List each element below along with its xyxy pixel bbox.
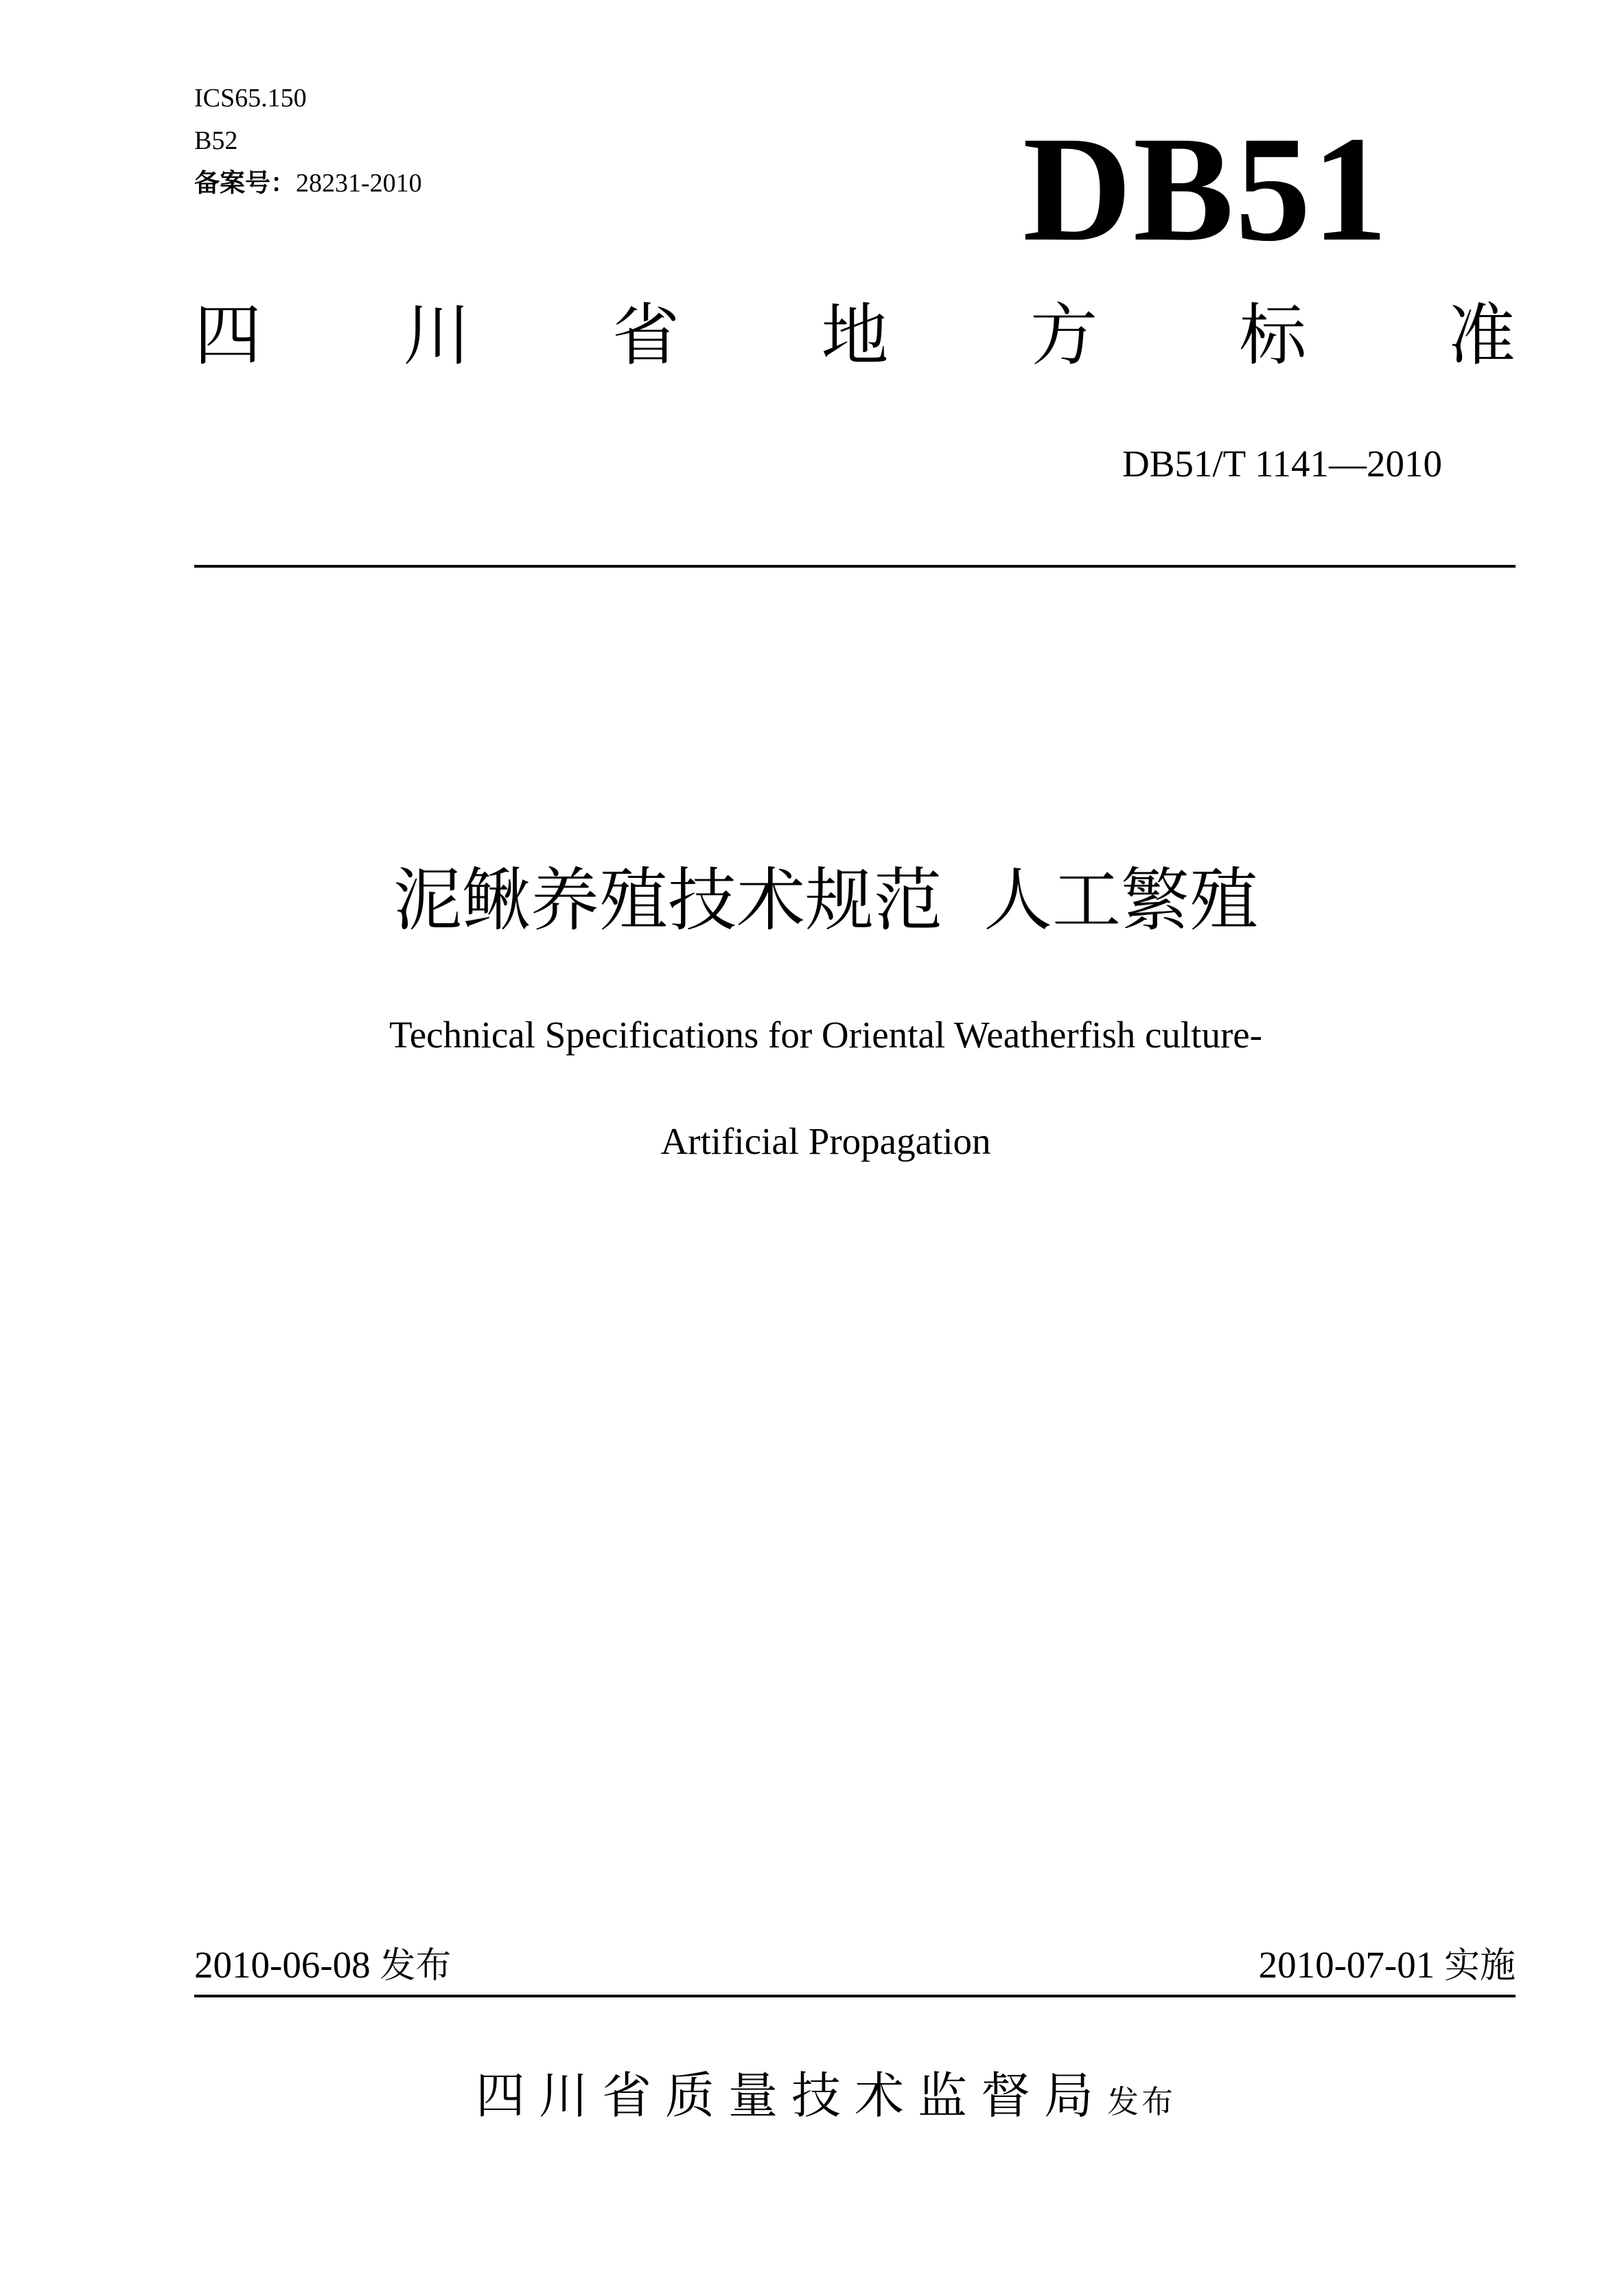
chinese-title xyxy=(0,860,1624,940)
issue-date-value: 2010-06-08 xyxy=(194,1944,371,1986)
standard-type-char: 方 xyxy=(1030,297,1098,375)
english-title-line-2: Artificial Propagation xyxy=(660,1120,991,1162)
english-title-line-1: Technical Specifications for Oriental Weatherfish culture- xyxy=(389,1014,1262,1056)
ccs-code: B52 xyxy=(194,126,238,155)
implementation-date-label: 实施 xyxy=(1443,1945,1516,1986)
bottom-divider xyxy=(194,1995,1516,1997)
issuing-authority xyxy=(0,2056,1624,2127)
record-value: 28231-2010 xyxy=(296,169,422,198)
standard-type-char: 地 xyxy=(821,297,889,375)
implementation-date-value: 2010-07-01 xyxy=(1258,1944,1435,1986)
standard-type-title xyxy=(194,297,1516,375)
chinese-title-sub: 人工繁殖 xyxy=(984,860,1258,940)
record-label: 备案号： xyxy=(194,168,296,198)
standard-type-char: 省 xyxy=(612,297,680,375)
top-divider xyxy=(194,565,1516,568)
ics-code: ICS65.150 xyxy=(194,84,307,113)
standard-number: DB51/T 1141—2010 xyxy=(1122,443,1442,485)
standard-type-char: 川 xyxy=(403,297,471,375)
issuer-suffix: 发布 xyxy=(1107,2083,1176,2120)
implementation-date xyxy=(1259,1946,1516,1984)
standard-type-char: 标 xyxy=(1239,297,1307,375)
issue-date xyxy=(194,1946,451,1984)
issue-date-label: 发布 xyxy=(380,1945,452,1986)
issuer-name: 四川省质量技术监督局 xyxy=(475,2067,1107,2124)
standard-type-char: 四 xyxy=(194,297,262,375)
chinese-title-main: 泥鳅养殖技术规范 xyxy=(393,860,942,940)
standard-code-logo: DB51 xyxy=(1023,105,1389,272)
standard-type-char: 准 xyxy=(1448,297,1516,375)
record-number xyxy=(194,170,422,196)
